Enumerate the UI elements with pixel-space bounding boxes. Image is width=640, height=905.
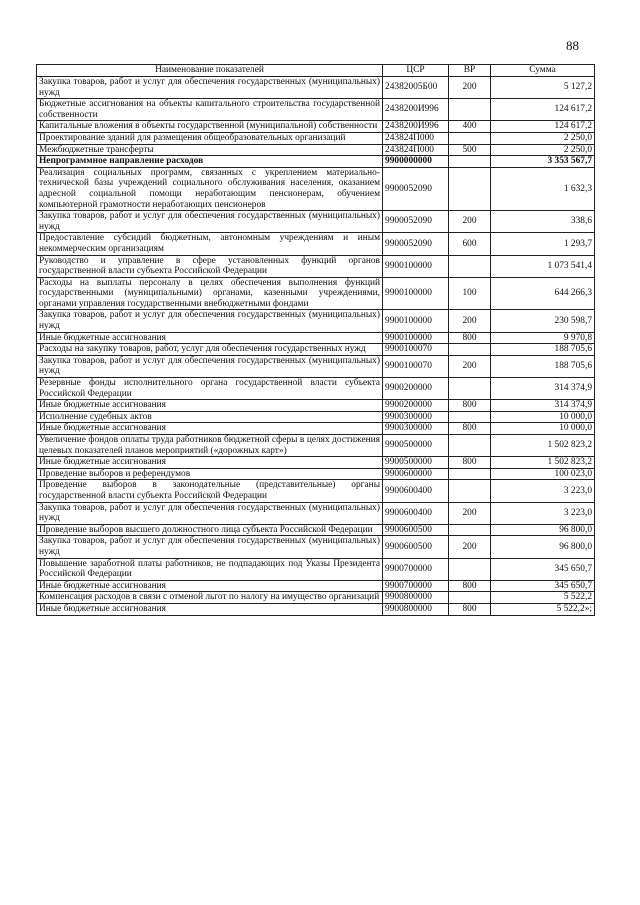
cell-name: Капитальные вложения в объекты государственной (муниципальной) собственности	[37, 121, 383, 133]
cell-csr: 9900200000	[383, 400, 449, 412]
table-row	[37, 378, 595, 400]
cell-vr: 200	[449, 77, 491, 99]
cell-vr	[449, 592, 491, 604]
cell-csr: 9900100000	[383, 332, 449, 344]
table-row	[37, 558, 595, 580]
table-row	[37, 457, 595, 469]
cell-csr: 9900600000	[383, 468, 449, 480]
table-row	[37, 121, 595, 133]
cell-sum: 345 650,7	[491, 580, 595, 592]
cell-name: Расходы на закупку товаров, работ, услуг для обеспечения государственных нужд	[37, 344, 383, 356]
table-row	[37, 277, 595, 310]
cell-csr: 9900100070	[383, 344, 449, 356]
cell-name: Иные бюджетные ассигнования	[37, 332, 383, 344]
cell-csr: 9900300000	[383, 411, 449, 423]
cell-vr: 200	[449, 502, 491, 524]
cell-sum: 314 374,9	[491, 378, 595, 400]
cell-name: Закупка товаров, работ и услуг для обеспечения государственных (муниципальных) нужд	[37, 211, 383, 233]
cell-csr: 9900100070	[383, 355, 449, 377]
cell-sum: 5 522,2»;	[491, 603, 595, 615]
table-header-row	[37, 65, 595, 77]
cell-csr: 9900800000	[383, 592, 449, 604]
cell-name: Непрограммное направление расходов	[37, 156, 383, 168]
cell-csr: 9900700000	[383, 580, 449, 592]
cell-sum: 9 970,8	[491, 332, 595, 344]
cell-csr: 2438200И996	[383, 121, 449, 133]
cell-csr: 9900052090	[383, 167, 449, 210]
cell-sum: 644 266,3	[491, 277, 595, 310]
cell-vr	[449, 167, 491, 210]
cell-name: Руководство и управление в сфере установленных функций органов государственной власти субъекта Российской Федерации	[37, 255, 383, 277]
cell-vr: 100	[449, 277, 491, 310]
cell-name: Закупка товаров, работ и услуг для обеспечения государственных (муниципальных) нужд	[37, 355, 383, 377]
cell-name: Увеличение фондов оплаты труда работников бюджетной сферы в целях достижения целевых показателей планов мероприятий («дорожных карт»)	[37, 435, 383, 457]
cell-csr: 2438200И996	[383, 99, 449, 121]
cell-sum: 1 073 541,4	[491, 255, 595, 277]
cell-csr: 9900200000	[383, 378, 449, 400]
cell-vr: 600	[449, 233, 491, 255]
cell-csr: 9900300000	[383, 423, 449, 435]
cell-name: Бюджетные ассигнования на объекты капитального строительства государственной собственности	[37, 99, 383, 121]
cell-csr: 9900100000	[383, 277, 449, 310]
cell-name: Проектирование зданий для размещения общеобразовательных организаций	[37, 132, 383, 144]
cell-csr: 9900600500	[383, 536, 449, 558]
table-row	[37, 592, 595, 604]
table-row	[37, 156, 595, 168]
cell-sum: 2 250,0	[491, 144, 595, 156]
table-row	[37, 435, 595, 457]
cell-vr	[449, 99, 491, 121]
cell-name: Иные бюджетные ассигнования	[37, 400, 383, 412]
cell-name: Повышение заработной платы работников, не подпадающих под Указы Президента Российской Федерации	[37, 558, 383, 580]
cell-csr: 9900000000	[383, 156, 449, 168]
cell-name: Проведение выборов в законодательные (представительные) органы государственной власти субъекта Российской Федерации	[37, 480, 383, 502]
cell-vr: 200	[449, 536, 491, 558]
header-vr: ВР	[449, 65, 491, 77]
cell-name: Иные бюджетные ассигнования	[37, 423, 383, 435]
table-row	[37, 480, 595, 502]
cell-vr: 800	[449, 580, 491, 592]
table-row	[37, 468, 595, 480]
cell-sum: 1 502 823,2	[491, 457, 595, 469]
cell-csr: 24382005Б00	[383, 77, 449, 99]
cell-name: Иные бюджетные ассигнования	[37, 457, 383, 469]
cell-name: Иные бюджетные ассигнования	[37, 603, 383, 615]
cell-vr: 200	[449, 211, 491, 233]
cell-name: Закупка товаров, работ и услуг для обеспечения государственных (муниципальных) нужд	[37, 310, 383, 332]
cell-vr	[449, 524, 491, 536]
cell-sum: 345 650,7	[491, 558, 595, 580]
cell-vr: 800	[449, 423, 491, 435]
cell-sum: 314 374,9	[491, 400, 595, 412]
cell-csr: 9900500000	[383, 435, 449, 457]
cell-csr: 9900052090	[383, 233, 449, 255]
table-row	[37, 502, 595, 524]
table-row	[37, 255, 595, 277]
page-number: 88	[566, 38, 579, 53]
table-row	[37, 603, 595, 615]
cell-sum: 124 617,2	[491, 99, 595, 121]
cell-name: Закупка товаров, работ и услуг для обеспечения государственных (муниципальных) нужд	[37, 77, 383, 99]
table-row	[37, 310, 595, 332]
cell-name: Межбюджетные трансферты	[37, 144, 383, 156]
cell-vr	[449, 558, 491, 580]
cell-vr	[449, 156, 491, 168]
cell-vr	[449, 255, 491, 277]
cell-sum: 124 617,2	[491, 121, 595, 133]
cell-vr: 500	[449, 144, 491, 156]
cell-vr: 800	[449, 603, 491, 615]
cell-name: Реализация социальных программ, связанных с укреплением материально-технической базы учреждений социального обслуживания населения, оказанием адресной социальной помощи неработающим пенсионерам, обучением компьютерной грамотности неработающих пенсионеров	[37, 167, 383, 210]
table-row	[37, 211, 595, 233]
cell-sum: 3 353 567,7	[491, 156, 595, 168]
cell-vr: 800	[449, 457, 491, 469]
cell-name: Закупка товаров, работ и услуг для обеспечения государственных (муниципальных) нужд	[37, 536, 383, 558]
cell-sum: 188 705,6	[491, 344, 595, 356]
table-row	[37, 132, 595, 144]
cell-csr: 9900600500	[383, 524, 449, 536]
budget-table	[36, 64, 595, 616]
cell-name: Проведение выборов высшего должностного лица субъекта Российской Федерации	[37, 524, 383, 536]
cell-sum: 188 705,6	[491, 355, 595, 377]
header-sum: Сумма	[491, 65, 595, 77]
cell-vr: 800	[449, 400, 491, 412]
cell-name: Компенсация расходов в связи с отменой льгот по налогу на имущество организаций	[37, 592, 383, 604]
cell-name: Предоставление субсидий бюджетным, автономным учреждениям и иным некоммерческим организациям	[37, 233, 383, 255]
cell-sum: 10 000,0	[491, 423, 595, 435]
cell-vr: 400	[449, 121, 491, 133]
cell-name: Закупка товаров, работ и услуг для обеспечения государственных (муниципальных) нужд	[37, 502, 383, 524]
cell-sum: 1 293,7	[491, 233, 595, 255]
cell-name: Исполнение судебных актов	[37, 411, 383, 423]
cell-csr: 9900700000	[383, 558, 449, 580]
cell-vr	[449, 132, 491, 144]
cell-vr	[449, 480, 491, 502]
cell-sum: 5 522,2	[491, 592, 595, 604]
cell-sum: 3 223,0	[491, 502, 595, 524]
cell-name: Расходы на выплаты персоналу в целях обеспечения выполнения функций государственными (муниципальными) органами, казенными учреждениями, органами управления государственными внебюджетными фондами	[37, 277, 383, 310]
cell-sum: 3 223,0	[491, 480, 595, 502]
table-body	[37, 77, 595, 616]
cell-csr: 9900100000	[383, 310, 449, 332]
cell-csr: 9900100000	[383, 255, 449, 277]
cell-vr: 200	[449, 355, 491, 377]
table-row	[37, 99, 595, 121]
cell-vr	[449, 435, 491, 457]
cell-vr	[449, 378, 491, 400]
table-row	[37, 332, 595, 344]
cell-vr: 800	[449, 332, 491, 344]
table-row	[37, 233, 595, 255]
table-row	[37, 423, 595, 435]
table-row	[37, 355, 595, 377]
header-csr: ЦСР	[383, 65, 449, 77]
table-row	[37, 77, 595, 99]
table-row	[37, 524, 595, 536]
cell-vr	[449, 344, 491, 356]
cell-csr: 9900800000	[383, 603, 449, 615]
cell-csr: 243824П000	[383, 132, 449, 144]
table-row	[37, 400, 595, 412]
cell-sum: 10 000,0	[491, 411, 595, 423]
cell-csr: 9900500000	[383, 457, 449, 469]
cell-vr	[449, 468, 491, 480]
cell-csr: 243824П000	[383, 144, 449, 156]
table-row	[37, 411, 595, 423]
cell-sum: 230 598,7	[491, 310, 595, 332]
cell-csr: 9900600400	[383, 480, 449, 502]
table-row	[37, 344, 595, 356]
cell-sum: 96 800,0	[491, 524, 595, 536]
cell-csr: 9900600400	[383, 502, 449, 524]
cell-sum: 5 127,2	[491, 77, 595, 99]
cell-sum: 100 023,0	[491, 468, 595, 480]
cell-sum: 2 250,0	[491, 132, 595, 144]
table-row	[37, 144, 595, 156]
cell-csr: 9900052090	[383, 211, 449, 233]
cell-name: Резервные фонды исполнительного органа государственной власти субъекта Российской Федерации	[37, 378, 383, 400]
cell-name: Проведение выборов и референдумов	[37, 468, 383, 480]
table-row	[37, 536, 595, 558]
cell-sum: 96 800,0	[491, 536, 595, 558]
table-row	[37, 580, 595, 592]
cell-sum: 338,6	[491, 211, 595, 233]
cell-sum: 1 632,3	[491, 167, 595, 210]
cell-sum: 1 502 823,2	[491, 435, 595, 457]
cell-name: Иные бюджетные ассигнования	[37, 580, 383, 592]
cell-vr	[449, 411, 491, 423]
cell-vr: 200	[449, 310, 491, 332]
header-name: Наименование показателей	[37, 65, 383, 77]
table-row	[37, 167, 595, 210]
